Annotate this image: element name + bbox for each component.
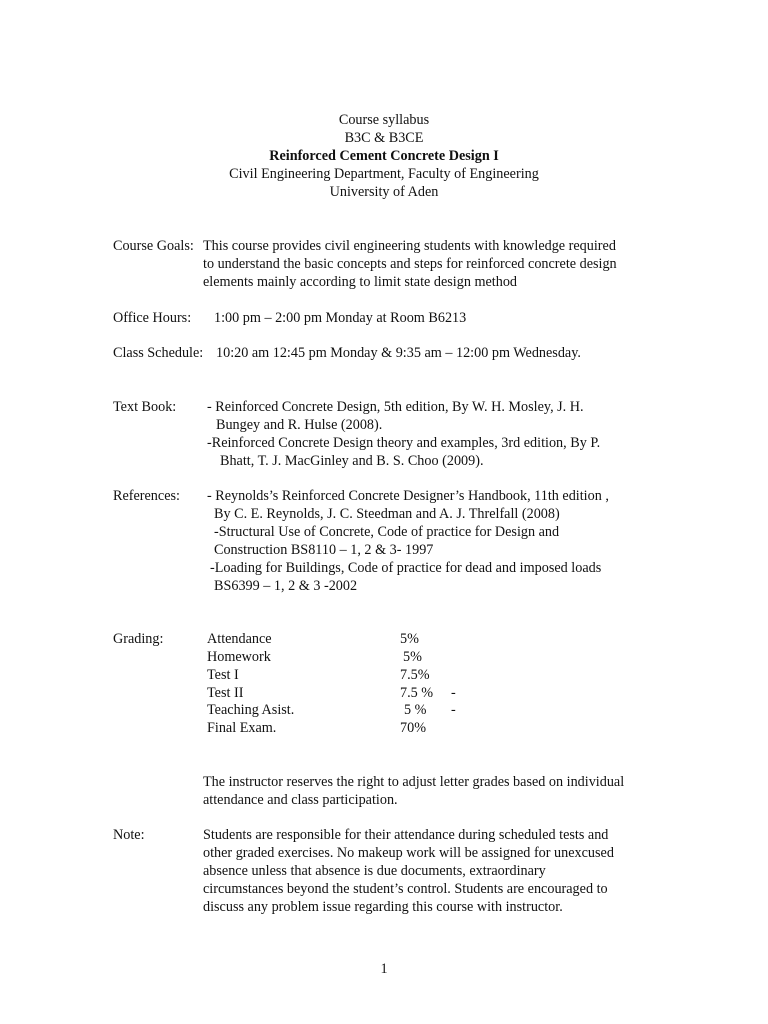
class-schedule-value: 10:20 am 12:45 pm Monday & 9:35 am – 12:00 pm Wednesday. (216, 345, 581, 361)
doc-heading-line-1: Course syllabus (338, 112, 430, 128)
grading-label: Grading: (113, 631, 164, 647)
note-label: Note: (113, 827, 145, 843)
reference-line: BS6399 – 1, 2 & 3 -2002 (214, 578, 358, 594)
textbook-label: Text Book: (113, 399, 177, 415)
textbook-line: Bungey and R. Hulse (2008). (216, 417, 383, 433)
grading-item-value: 70% (400, 720, 427, 736)
grading-item-value: 7.5% (400, 667, 430, 683)
grading-item-name: Test II (207, 685, 244, 701)
class-schedule-label: Class Schedule: (113, 345, 204, 361)
instructor-note-line: attendance and class participation. (203, 792, 398, 808)
references-label: References: (113, 488, 180, 504)
note-line: discuss any problem issue regarding this course with instructor. (203, 899, 563, 915)
grading-item-suffix: - (451, 685, 456, 701)
goals-text-line: elements mainly according to limit state design method (203, 274, 518, 290)
note-line: absence unless that absence is due documents, extraordinary (203, 863, 546, 879)
goals-label: Course Goals: (113, 238, 194, 254)
course-title: Reinforced Cement Concrete Design I (269, 148, 499, 164)
grading-item-value: 5% (400, 631, 419, 647)
office-hours-label: Office Hours: (113, 310, 192, 326)
page-number: 1 (380, 961, 388, 977)
grading-item-value: 7.5 % (400, 685, 434, 701)
reference-line: - Reynolds’s Reinforced Concrete Designer’s Handbook, 11th edition , (207, 488, 609, 504)
note-line: Students are responsible for their attendance during scheduled tests and (203, 827, 609, 843)
reference-line: -Loading for Buildings, Code of practice for dead and imposed loads (210, 560, 602, 576)
university-name: University of Aden (329, 184, 439, 200)
textbook-line: -Reinforced Concrete Design theory and examples, 3rd edition, By P. (207, 435, 601, 451)
reference-line: By C. E. Reynolds, J. C. Steedman and A. J. Threlfall (2008) (214, 506, 560, 522)
grading-item-suffix: - (451, 702, 456, 718)
office-hours-value: 1:00 pm – 2:00 pm Monday at Room B6213 (214, 310, 467, 326)
textbook-line: Bhatt, T. J. MacGinley and B. S. Choo (2009). (220, 453, 484, 469)
note-line: circumstances beyond the student’s control. Students are encouraged to (203, 881, 608, 897)
goals-text-line: to understand the basic concepts and steps for reinforced concrete design (203, 256, 617, 272)
grading-item-name: Attendance (207, 631, 272, 647)
grading-item-value: 5% (403, 649, 422, 665)
reference-line: Construction BS8110 – 1, 2 & 3- 1997 (214, 542, 434, 558)
goals-text-line: This course provides civil engineering students with knowledge required (203, 238, 616, 254)
instructor-note-line: The instructor reserves the right to adjust letter grades based on individual (203, 774, 625, 790)
grading-item-name: Final Exam. (207, 720, 277, 736)
note-line: other graded exercises. No makeup work will be assigned for unexcused (203, 845, 614, 861)
grading-item-name: Homework (207, 649, 271, 665)
grading-item-value: 5 % (404, 702, 427, 718)
department-name: Civil Engineering Department, Faculty of Engineering (229, 166, 539, 182)
grading-item-name: Test I (207, 667, 239, 683)
textbook-line: - Reinforced Concrete Design, 5th edition, By W. H. Mosley, J. H. (207, 399, 584, 415)
grading-item-name: Teaching Asist. (207, 702, 295, 718)
reference-line: -Structural Use of Concrete, Code of practice for Design and (214, 524, 560, 540)
doc-heading-line-2: B3C & B3CE (344, 130, 424, 146)
